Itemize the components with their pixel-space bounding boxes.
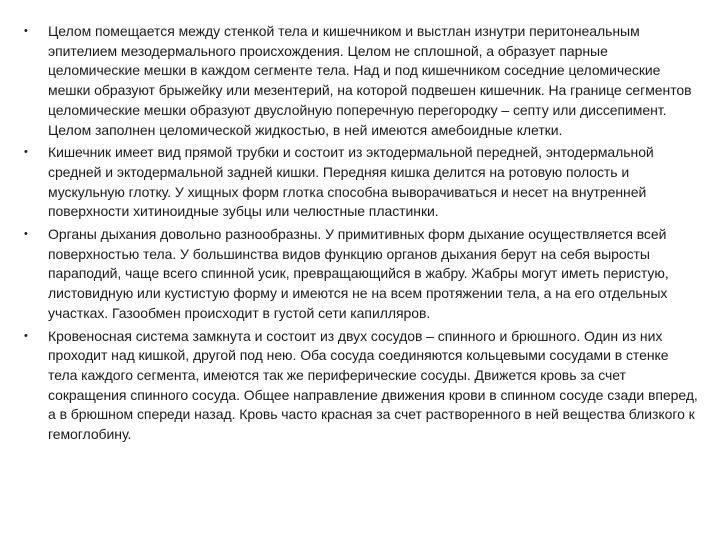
list-item xyxy=(24,22,698,140)
bullet-marker: • xyxy=(24,146,28,159)
paragraph-circulation: Кровеносная система замкнута и состоит из двух сосудов – спинного и брюшного. Один из них проходит над кишкой, другой под нею. Оба сосуда соединяются кольцевыми сосудами в стенке тела каждого сегмента, имеются так же периферические сосуды. Движется кровь за счет сокращения спинного сосуда. Общее направление движения крови в спинном сосуде сзади вперед, а в брюшном спереди назад. Кровь часто красная за счет растворенного в ней вещества близкого к гемоглобину. xyxy=(48,327,698,443)
paragraph-intestine: Кишечник имеет вид прямой трубки и состоит из эктодермальной передней, энтодермальной средней и эктодермальной задней кишки. Передняя кишка делится на ротовую полость и мускульную глотку. У хищных форм глотка способна выворачиваться и несет на внутренней поверхности хитиноидные зубцы или челюстные пластинки. xyxy=(48,144,654,220)
bullet-marker: • xyxy=(24,228,28,241)
bullet-list xyxy=(24,22,698,445)
list-item xyxy=(24,143,698,222)
paragraph-coelom: Целом помещается между стенкой тела и кишечником и выстлан изнутри перитонеальным эпителием мезодермального происхождения. Целом не сплошной, а образует парные целомические мешки в каждом сегменте тела. Над и под кишечником соседние целомические мешки образуют брыжейку или мезентерий, на которой подвешен кишечник. На границе сегментов целомические мешки образуют двуслойную поперечную перегородку – септу или диссепимент. Целом заполнен целомической жидкостью, в ней имеются амебоидные клетки. xyxy=(48,23,692,138)
paragraph-respiration: Органы дыхания довольно разнообразны. У примитивных форм дыхание осуществляется всей поверхностью тела. У большинства видов функцию органов дыхания берут на себя выросты параподий, чаще всего спинной усик, превращающийся в жабру. Жабры могут иметь перистую, листовидную или кустистую форму и имеются не на всем протяжении тела, а на его отдельных участках. Газообмен происходит в густой сети капилляров. xyxy=(48,226,669,321)
bullet-marker: • xyxy=(24,25,28,37)
list-item xyxy=(24,225,698,324)
list-item xyxy=(24,327,698,445)
bullet-marker: • xyxy=(24,329,28,342)
